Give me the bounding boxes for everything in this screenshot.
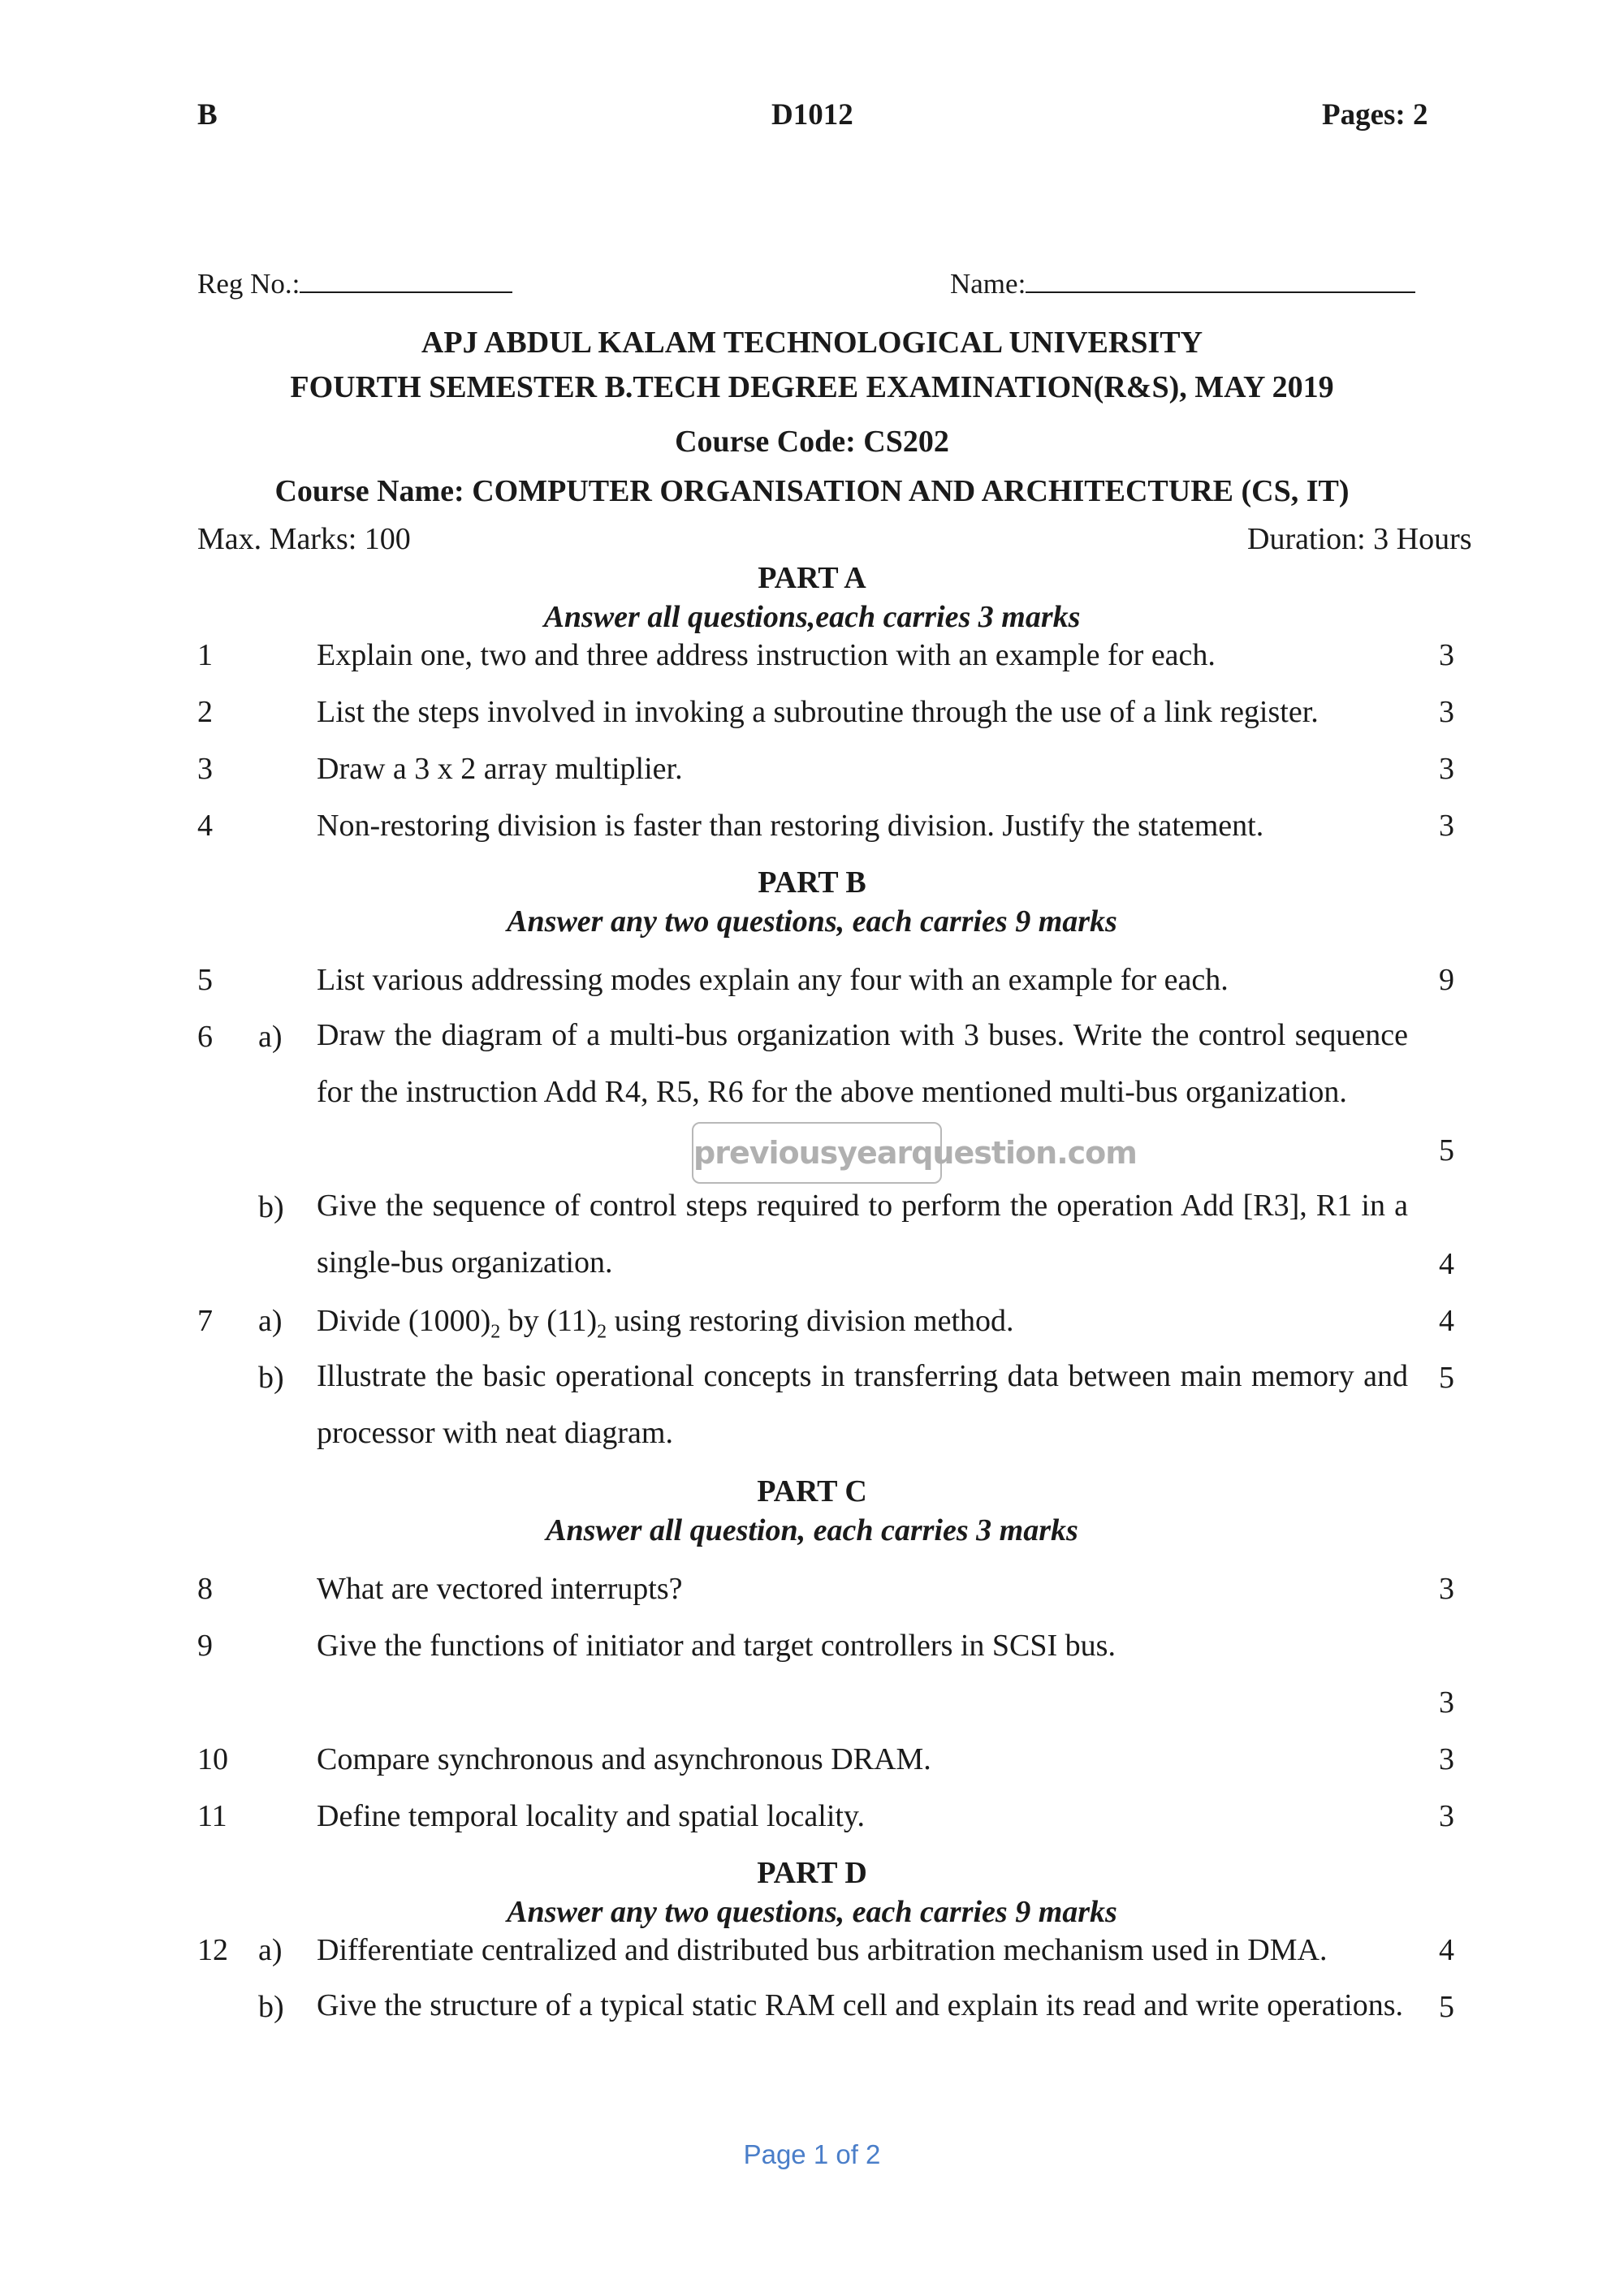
question-number: 4 (197, 809, 213, 843)
question-text: Draw the diagram of a multi-bus organization with 3 buses. Write the control sequence for the instruction Add R4, R5, R6 for the above mentioned multi-bus organization. (317, 1018, 1408, 1109)
question-text: Define temporal locality and spatial locality. (317, 1799, 865, 1833)
question-number: 6 (197, 1020, 213, 1054)
name-field (950, 268, 1415, 300)
question-text: Explain one, two and three address instruction with an example for each. (317, 638, 1216, 672)
question-text: Draw a 3 x 2 array multiplier. (317, 752, 683, 786)
paper-code: D1012 (771, 98, 853, 132)
question-text: Compare synchronous and asynchronous DRAM. (317, 1742, 931, 1776)
question-text: List the steps involved in invoking a subroutine through the use of a link register. (317, 695, 1319, 729)
reg-no-line (300, 288, 512, 293)
question-marks: 9 (1439, 963, 1454, 997)
question-text: Give the structure of a typical static RAM cell and explain its read and write operations. (317, 1988, 1404, 2022)
question-marks: 3 (1439, 1799, 1454, 1833)
question-text: List various addressing modes explain any four with an example for each. (317, 963, 1229, 997)
reg-no-field (197, 268, 512, 300)
exam-title: FOURTH SEMESTER B.TECH DEGREE EXAMINATION(R&S), MAY 2019 (290, 370, 1334, 404)
question-text: Non-restoring division is faster than restoring division. Justify the statement. (317, 809, 1264, 843)
question-number: 12 (197, 1933, 228, 1967)
question-text: Give the functions of initiator and target controllers in SCSI bus. (317, 1629, 1116, 1663)
question-marks: 3 (1439, 1742, 1454, 1776)
question-marks: 3 (1439, 1685, 1454, 1720)
part-c-title: PART C (757, 1474, 867, 1508)
question-number: 11 (197, 1799, 227, 1833)
part-b-title: PART B (758, 865, 866, 900)
question-number: 10 (197, 1742, 228, 1776)
question-marks: 3 (1439, 638, 1454, 672)
question-marks: 5 (1439, 1133, 1454, 1167)
question-part: a) (258, 1933, 283, 1967)
part-c-instruction: Answer all question, each carries 3 marks (546, 1513, 1078, 1547)
part-d-title: PART D (757, 1856, 867, 1890)
reg-no-label: Reg No.: (197, 268, 300, 300)
max-marks: Max. Marks: 100 (197, 522, 411, 556)
question-text: Differentiate centralized and distributed bus arbitration mechanism used in DMA. (317, 1933, 1328, 1967)
question-part: b) (258, 1361, 284, 1395)
watermark-logo: previousyearquestion.com (692, 1122, 942, 1184)
question-part: a) (258, 1304, 283, 1338)
question-number: 3 (197, 752, 213, 786)
question-marks: 3 (1439, 695, 1454, 729)
name-label: Name: (950, 268, 1026, 300)
course-code: Course Code: CS202 (675, 425, 949, 459)
question-marks: 5 (1439, 1361, 1454, 1395)
course-name: Course Name: COMPUTER ORGANISATION AND ARCHITECTURE (CS, IT) (274, 474, 1350, 508)
question-number: 8 (197, 1572, 213, 1606)
question-text: Give the sequence of control steps required to perform the operation Add [R3], R1 in a single-bus organization. (317, 1189, 1408, 1280)
duration: Duration: 3 Hours (1247, 522, 1472, 556)
part-a-title: PART A (758, 561, 866, 595)
part-b-instruction: Answer any two questions, each carries 9 marks (507, 904, 1117, 939)
question-number: 7 (197, 1304, 213, 1338)
page-footer: Page 1 of 2 (743, 2139, 881, 2169)
question-marks: 3 (1439, 752, 1454, 786)
part-a-instruction: Answer all questions,each carries 3 marks (543, 600, 1081, 634)
question-part: b) (258, 1990, 284, 2024)
question-text: What are vectored interrupts? (317, 1572, 683, 1606)
paper-series: B (197, 98, 218, 132)
question-marks: 4 (1439, 1304, 1454, 1338)
question-text: Divide $(1000)_2$ by $(11)_2$ using restoring division method. (317, 1304, 1014, 1343)
question-marks: 5 (1439, 1990, 1454, 2024)
part-d-instruction: Answer any two questions, each carries 9 marks (507, 1895, 1117, 1929)
question-number: 1 (197, 638, 213, 672)
name-line (1026, 288, 1415, 293)
question-marks: 3 (1439, 809, 1454, 843)
question-marks: 4 (1439, 1247, 1454, 1281)
question-text: Illustrate the basic operational concepts in transferring data between main memory and processor with neat diagram. (317, 1359, 1408, 1450)
question-number: 2 (197, 695, 213, 729)
question-marks: 4 (1439, 1933, 1454, 1967)
question-part: b) (258, 1190, 284, 1224)
question-marks: 3 (1439, 1572, 1454, 1606)
university-title: APJ ABDUL KALAM TECHNOLOGICAL UNIVERSITY (421, 326, 1203, 360)
page-count: Pages: 2 (1322, 98, 1428, 132)
question-number: 5 (197, 963, 213, 997)
question-part: a) (258, 1020, 283, 1054)
question-number: 9 (197, 1629, 213, 1663)
